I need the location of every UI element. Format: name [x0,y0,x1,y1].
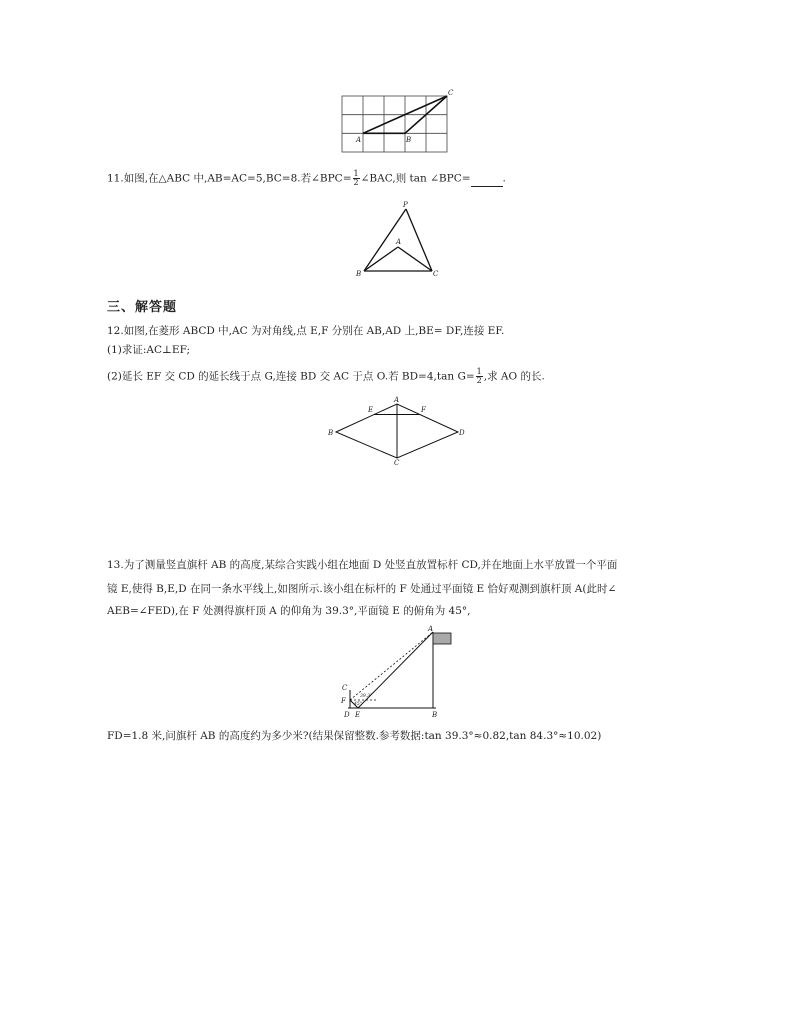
triangle-pbc-figure [352,200,442,280]
rhombus-figure [326,396,471,466]
label-c: C [433,270,439,278]
label-c: C [448,89,454,97]
flag [433,633,451,644]
q11-suffix: ∠BAC,则 tan ∠BPC= [360,172,471,185]
label-f: F [341,697,346,705]
label-a: A [356,136,362,144]
grid-triangle-figure [338,88,460,156]
label-a: A [396,238,402,246]
label-a: A [394,396,400,404]
question-12-line2: (1)求证:AC⊥EF; [107,344,191,356]
q11-fraction [353,170,360,187]
question-13-line2: 镜 E,使得 B,E,D 在同一条水平线上,如图所示.该小组在标杆的 F 处通过平面镜 E 恰好观测到旗杆顶 A(此时∠ [107,583,617,595]
flagpole-figure [336,622,461,722]
question-13-line1: 13.为了测量竖直旗杆 AB 的高度,某综合实践小组在地面 D 处竖直放置标杆 CD,并在地面上水平放置一个平面 [107,559,618,571]
label-c: C [394,459,400,466]
label-d: D [344,711,350,719]
question-12-line3 [107,368,545,385]
question-13-line3: AEB=∠FED),在 F 处测得旗杆顶 A 的仰角为 39.3°,平面镜 E 的俯角为 45°, [107,605,471,617]
label-e: E [355,711,361,719]
question-13-line4: FD=1.8 米,问旗杆 AB 的高度约为多少米?(结果保留整数.参考数据:tan 39.3°≈0.82,tan 84.3°≈10.02) [107,730,602,742]
q12-frac-num: 1 [476,367,482,376]
q12-fraction [476,368,483,385]
label-b: B [328,429,334,437]
q11-prefix: 11.如图,在△ABC 中,AB=AC=5,BC=8.若∠BPC= [107,172,352,185]
label-c: C [342,684,348,692]
label-f: F [421,406,426,414]
q11-frac-den: 2 [353,178,359,187]
q12-line3-suffix: ,求 AO 的长. [483,370,545,383]
angle-45-label: 45° [354,702,362,707]
label-e: E [368,406,374,414]
q11-end: . [502,172,506,185]
angle-39-label: 39.3° [360,694,373,699]
answer-blank[interactable] [471,176,503,187]
question-11 [107,170,506,187]
label-a: A [428,625,434,633]
question-12-line1: 12.如图,在菱形 ABCD 中,AC 为对角线,点 E,F 分别在 AB,AD 上,BE= DF,连接 EF. [107,325,505,337]
label-b: B [406,136,412,144]
label-b: B [356,270,362,278]
label-d: D [459,429,465,437]
section-title: 三、解答题 [107,300,178,315]
q12-frac-den: 2 [476,376,482,385]
label-p: P [403,201,408,209]
q12-line3-prefix: (2)延长 EF 交 CD 的延长线于点 G,连接 BD 交 AC 于点 O.若 BD=4,tan G= [107,370,475,383]
label-b: B [432,711,438,719]
q11-frac-num: 1 [353,169,359,178]
